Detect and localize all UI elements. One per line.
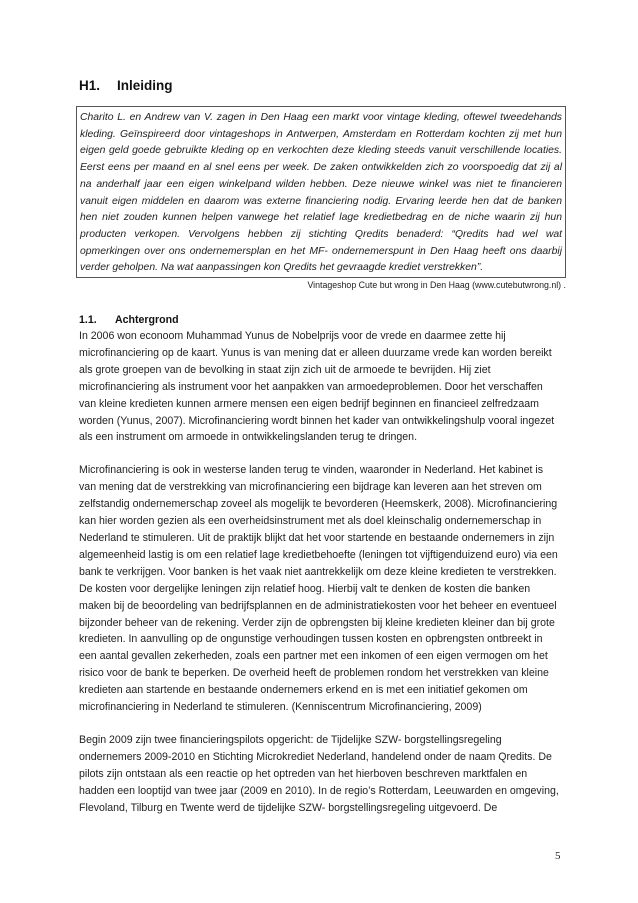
chapter-title: Inleiding [117, 78, 173, 93]
section-number: 1.1. [79, 314, 97, 326]
quote-caption: Vintageshop Cute but wrong in Den Haag (www.cutebutwrong.nl) . [307, 280, 566, 290]
chapter-heading [79, 78, 173, 93]
chapter-number: H1. [79, 78, 101, 93]
section-heading [79, 314, 179, 326]
page-number: 5 [555, 850, 561, 862]
paragraph: Microfinanciering is ook in westerse landen terug te vinden, waaronder in Nederland. Het kabinet is van mening dat de verstrekking van microfinanciering een bijdrage kan leveren aan het streven om zelfstandig ondernemerschap zoveel als mogelijk te bevorderen (Heemskerk, 2008). Microfinanciering kan hier worden gezien als een overheidsinstrument met als doel kleinschalig ondernemerschap in Nederland te stimuleren. Uit de praktijk blijkt dat het voor startende en bestaande ondernemers in zijn algemeenheid lastig is om een relatief lage kredietbehoefte (leningen tot vijftigenduizend euro) via een bank te verkrijgen. Voor banken is het vaak niet aantrekkelijk om deze kleine kredieten te verstrekken. De kosten voor dergelijke leningen zijn relatief hoog. Hierbij valt te denken de kosten die banken maken bij de beoordeling van bedrijfsplannen en de administratiekosten voor het beheer en eventueel bijzonder beheer van de rekening. Verder zijn de opbrengsten bij kleine kredieten kleiner dan bij grote kredieten. In aanvulling op de ongunstige verhoudingen tussen kosten en opbrengsten ontbreekt in een aantal gevallen zekerheden, zoals een partner met een inkomen of een eigen vermogen om het risico voor de bank te beperken. De overheid heeft de problemen rondom het verstrekken van kleine kredieten aan startende en bestaande ondernemers erkend en is met een initiatief gekomen om microfinanciering in Nederland te stimuleren. (Kenniscentrum Microfinanciering, 2009) [79, 464, 558, 714]
paragraph: In 2006 won econoom Muhammad Yunus de Nobelprijs voor de vrede en daarmee zette hij microfinanciering op de kaart. Yunus is van mening dat er alleen duurzame vrede kan worden bereikt als grote groepen van de bevolking in staat zijn zich uit de armoede te bevrijden. Hij ziet microfinanciering als instrument voor het aanpakken van armoedeproblemen. Door het verschaffen van kleine kredieten kunnen armere mensen een eigen bedrijf beginnen en financieel zelfredzaam worden (Yunus, 2007). Microfinanciering wordt binnen het kader van ontwikkelingshulp vooral ingezet als een instrument om armoede in ontwikkelingslanden terug te dringen. [79, 330, 555, 444]
case-quote-box [76, 106, 566, 278]
paragraph: Begin 2009 zijn twee financieringspilots opgericht: de Tijdelijke SZW- borgstellingsregeling ondernemers 2009-2010 en Stichting Microkrediet Nederland, handelend onder de naam Qredits. De pilots zijn ontstaan als een reactie op het optreden van het hierboven beschreven marktfalen en hadden een looptijd van twee jaar (2009 en 2010). In de regio’s Rotterdam, Leeuwarden en omgeving, Flevoland, Tilburg en Twente werd de tijdelijke SZW- borgstellingsregeling uitgevoerd. De [79, 733, 559, 814]
section-title: Achtergrond [115, 314, 179, 326]
body-text [79, 328, 562, 832]
case-quote-text: Charito L. en Andrew van V. zagen in Den Haag een markt voor vintage kleding, oftewel tweedehands kleding. Geïnspireerd door vintageshops in Antwerpen, Amsterdam en Rotterdam kochten zij met hun eigen geld goede gebruikte kleding op en verkochten deze kleding steeds vanuit verschillende locaties. Eerst eens per maand en al snel eens per week. De zaken ontwikkelden zich zo voorspoedig dat zij al na anderhalf jaar een eigen winkelpand wilden hebben. Deze nieuwe winkel was niet te financieren vanuit eigen middelen en daarom was externe financiering nodig. Ervaring leerde hen dat de banken hen niet zouden kunnen helpen vanwege het relatief lage kredietbedrag en de niche waarin zij hun producten verkopen. Vervolgens hebben zij stichting Qredits benaderd: “Qredits had wel wat opmerkingen over ons ondernemersplan en het MF- ondernemerspunt in Den Haag heeft ons daarbij verder geholpen. Na wat aanpassingen kon Qredits het gevraagde krediet verstrekken”. [80, 112, 562, 274]
